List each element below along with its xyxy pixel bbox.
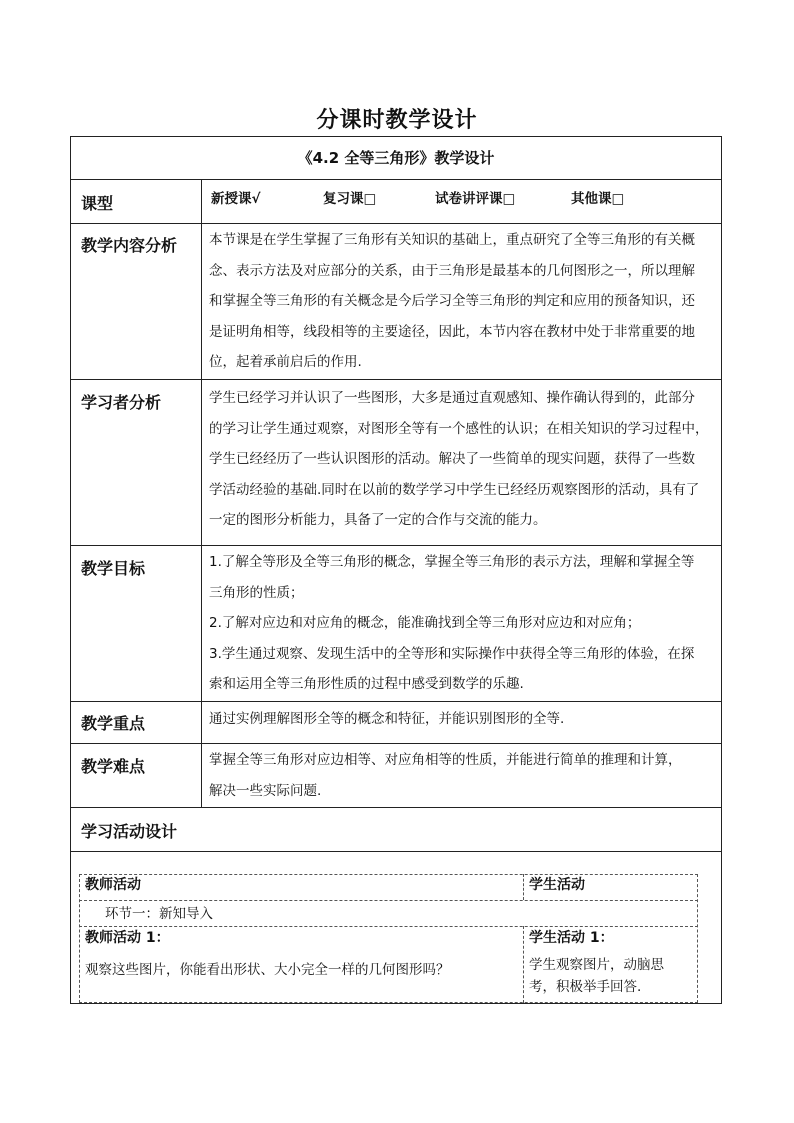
text-line: 和掌握全等三角形的有关概念是今后学习全等三角形的判定和应用的预备知识，还	[209, 293, 695, 309]
text-line: 三角形的性质；	[209, 584, 304, 601]
key-points-text	[209, 704, 564, 735]
text-line: 学生已经学习并认识了一些图形，大多是通过直观感知、操作确认得到的，此部分	[209, 390, 695, 406]
row-divider	[71, 743, 721, 744]
activity-column-divider	[523, 874, 524, 900]
text-line: 本节课是在学生掌握了三角形有关知识的基础上，重点研究了全等三角形的有关概	[209, 232, 695, 248]
row-divider	[71, 851, 721, 852]
text-line: 考，积极举手回答.	[529, 979, 642, 995]
teacher-activity-title: 教师活动 1：	[85, 930, 170, 946]
text-line: 念、表示方法及对应部分的关系，由于三角形是最基本的几何图形之一，所以理解	[209, 262, 695, 279]
row-divider	[71, 379, 721, 380]
text-line: 位，起着承前启后的作用.	[209, 354, 362, 370]
teacher-activity-text: 观察这些图片，你能看出形状、大小完全一样的几何图形吗？	[85, 962, 450, 978]
content-analysis-label: 教学内容分析	[81, 236, 178, 255]
teacher-activity-header: 教师活动	[85, 877, 141, 893]
difficulties-label: 教学难点	[81, 757, 146, 776]
difficulties-text	[209, 745, 682, 806]
lesson-plan-table	[70, 136, 722, 1004]
student-activity-text	[529, 954, 664, 998]
content-analysis-text	[209, 225, 695, 378]
lesson-type-option: 复习课□	[323, 191, 377, 207]
text-line: 的学习让学生通过观察，对图形全等有一个感性的认识；在相关知识的学习过程中，	[209, 420, 709, 437]
activity-column-divider	[523, 926, 524, 1003]
lesson-type-option: 其他课□	[571, 191, 625, 207]
text-line: 解决一些实际问题.	[209, 782, 322, 799]
text-line: 学生观察图片，动脑思	[529, 957, 664, 973]
section-title: 环节一：新知导入	[105, 906, 213, 922]
text-line: 掌握全等三角形对应边相等、对应角相等的性质，并能进行简单的推理和计算，	[209, 752, 682, 768]
row-divider	[71, 223, 721, 224]
student-activity-title: 学生活动 1：	[529, 930, 614, 946]
lesson-type-option: 试卷讲评课□	[435, 191, 516, 207]
column-divider	[201, 179, 202, 807]
row-divider	[71, 545, 721, 546]
page-title: 分课时教学设计	[316, 108, 478, 133]
row-divider	[71, 179, 721, 180]
text-line: 3.学生通过观察、发现生活中的全等形和实际操作中获得全等三角形的体验，在探	[209, 645, 695, 662]
text-line: 1.了解全等形及全等三角形的概念，掌握全等三角形的表示方法，理解和掌握全等	[209, 554, 695, 570]
text-line: 是证明角相等，线段相等的主要途径，因此，本节内容在教材中处于非常重要的地	[209, 323, 695, 340]
row-divider	[71, 701, 721, 702]
text-line: 一定的图形分析能力，具备了一定的合作与交流的能力。	[209, 512, 547, 528]
key-points-label: 教学重点	[81, 714, 146, 733]
text-line: 通过实例理解图形全等的概念和特征，并能识别图形的全等.	[209, 711, 565, 727]
lesson-type-label: 课型	[81, 194, 114, 213]
doc-title: 《4.2 全等三角形》教学设计	[297, 149, 495, 167]
learner-analysis-text	[209, 383, 709, 536]
text-line: 学活动经验的基础.同时在以前的数学学习中学生已经经历观察图形的活动，具有了	[209, 481, 700, 498]
learner-analysis-label: 学习者分析	[81, 393, 162, 412]
text-line: 2.了解对应边和对应角的概念，能准确找到全等三角形对应边和对应角；	[209, 615, 641, 631]
activity-design-label: 学习活动设计	[81, 822, 178, 841]
objectives-text	[209, 547, 694, 700]
objectives-label: 教学目标	[81, 559, 146, 578]
row-divider	[71, 807, 721, 808]
lesson-type-option: 新授课√	[211, 191, 261, 207]
text-line: 索和运用全等三角形性质的过程中感受到数学的乐趣.	[209, 676, 524, 692]
student-activity-header: 学生活动	[529, 877, 585, 893]
text-line: 学生已经经历了一些认识图形的活动。解决了一些简单的现实问题，获得了一些数	[209, 451, 695, 467]
